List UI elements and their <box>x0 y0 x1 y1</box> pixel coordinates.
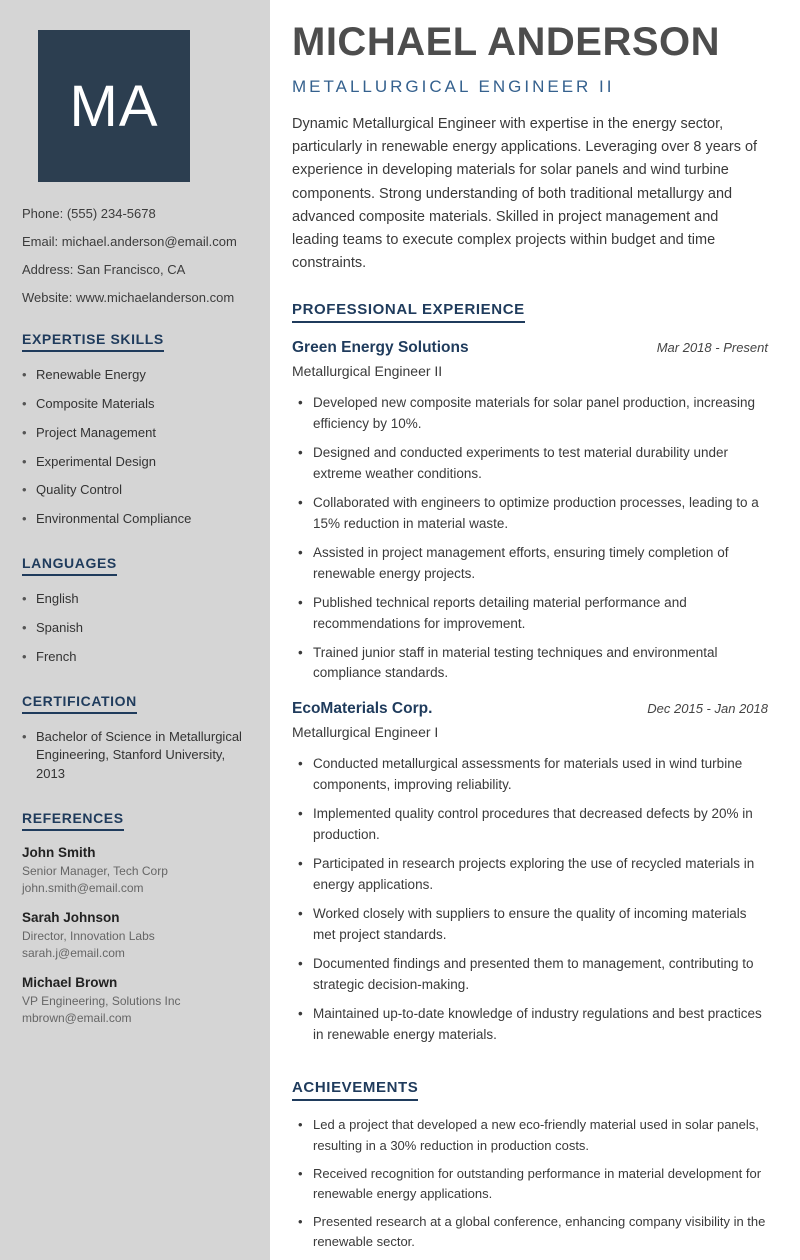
reference-entry <box>22 845 250 895</box>
job-bullet: • Documented findings and presented them to management, contributing to strategic decision-making. <box>298 954 768 996</box>
job-bullet-list <box>292 754 768 1045</box>
candidate-job-title: METALLURGICAL ENGINEER II <box>292 77 615 96</box>
achievements-section <box>292 1053 768 1252</box>
achievement-bullet: • Presented research at a global conference, enhancing company visibility in the renewable sector. <box>298 1212 768 1252</box>
job-header <box>292 700 768 718</box>
skill-item: • Quality Control <box>22 481 250 500</box>
company-name: EcoMaterials Corp. <box>292 700 433 718</box>
reference-name: Michael Brown <box>22 975 118 991</box>
references-list <box>22 845 250 1025</box>
job-bullet: • Developed new composite materials for solar panel production, increasing efficiency by 10%. <box>298 393 768 435</box>
job-dates: Mar 2018 - Present <box>656 340 768 356</box>
reference-email: john.smith@email.com <box>22 881 144 896</box>
job-entry-2 <box>292 700 768 1045</box>
sidebar <box>0 0 270 1260</box>
languages-list <box>22 590 250 667</box>
job-header <box>292 339 768 357</box>
reference-title: Senior Manager, Tech Corp <box>22 864 168 879</box>
job-dates: Dec 2015 - Jan 2018 <box>647 701 768 717</box>
reference-email: sarah.j@email.com <box>22 946 125 961</box>
job-bullet: • Worked closely with suppliers to ensure the quality of incoming materials met project standards. <box>298 904 768 946</box>
skill-item: • Environmental Compliance <box>22 510 250 529</box>
job-role: Metallurgical Engineer II <box>292 363 443 380</box>
job-role: Metallurgical Engineer I <box>292 724 439 741</box>
job-bullet: • Trained junior staff in material testing techniques and environmental compliance standards. <box>298 643 768 685</box>
sidebar-section-languages <box>22 555 250 667</box>
skill-item: • Composite Materials <box>22 395 250 414</box>
reference-name: John Smith <box>22 845 96 861</box>
languages-heading: LANGUAGES <box>22 555 117 576</box>
contact-phone: Phone: (555) 234-5678 <box>22 206 156 221</box>
sidebar-section-skills <box>22 331 250 529</box>
job-bullet: • Conducted metallurgical assessments for materials used in wind turbine components, improving reliability. <box>298 754 768 796</box>
candidate-name: MICHAEL ANDERSON <box>292 20 721 64</box>
achievements-heading: ACHIEVEMENTS <box>292 1079 418 1101</box>
job-bullet: • Participated in research projects exploring the use of recycled materials in energy applications. <box>298 854 768 896</box>
contact-address: Address: San Francisco, CA <box>22 262 186 277</box>
main-content <box>270 0 800 1260</box>
reference-email: mbrown@email.com <box>22 1011 132 1026</box>
contact-info <box>22 206 250 305</box>
avatar <box>38 30 190 182</box>
reference-name: Sarah Johnson <box>22 910 120 926</box>
job-bullet: • Published technical reports detailing material performance and recommendations for improvement. <box>298 593 768 635</box>
job-bullet: • Maintained up-to-date knowledge of industry regulations and best practices in renewable energy materials. <box>298 1004 768 1046</box>
job-bullet: • Designed and conducted experiments to test material durability under extreme weather conditions. <box>298 443 768 485</box>
experience-section <box>292 275 768 1045</box>
language-item: • English <box>22 590 250 609</box>
achievements-list <box>292 1115 768 1252</box>
sidebar-section-certification <box>22 693 250 785</box>
contact-email: Email: michael.anderson@email.com <box>22 234 237 249</box>
references-heading: REFERENCES <box>22 810 124 831</box>
reference-entry <box>22 910 250 960</box>
language-item: • French <box>22 648 250 667</box>
certification-item: • Bachelor of Science in Metallurgical Engineering, Stanford University, 2013 <box>22 728 250 785</box>
experience-heading: PROFESSIONAL EXPERIENCE <box>292 301 525 323</box>
reference-title: VP Engineering, Solutions Inc <box>22 994 181 1009</box>
reference-title: Director, Innovation Labs <box>22 929 155 944</box>
achievement-bullet: • Led a project that developed a new eco-friendly material used in solar panels, resulting in a 30% reduction in production costs. <box>298 1115 768 1155</box>
reference-entry <box>22 975 250 1025</box>
job-bullet: • Collaborated with engineers to optimize production processes, leading to a 15% reduction in material waste. <box>298 493 768 535</box>
skill-item: • Renewable Energy <box>22 366 250 385</box>
avatar-initials: MA <box>69 73 159 139</box>
job-bullet: • Assisted in project management efforts, ensuring timely completion of renewable energy projects. <box>298 543 768 585</box>
job-bullet-list <box>292 393 768 684</box>
skill-item: • Experimental Design <box>22 453 250 472</box>
skills-heading: EXPERTISE SKILLS <box>22 331 164 352</box>
certification-list <box>22 728 250 785</box>
achievement-bullet: • Received recognition for outstanding performance in material development for renewable energy applications. <box>298 1164 768 1204</box>
certification-heading: CERTIFICATION <box>22 693 137 714</box>
sidebar-section-references <box>22 810 250 1025</box>
skill-item: • Project Management <box>22 424 250 443</box>
contact-website: Website: www.michaelanderson.com <box>22 290 235 305</box>
language-item: • Spanish <box>22 619 250 638</box>
company-name: Green Energy Solutions <box>292 339 469 357</box>
skills-list <box>22 366 250 529</box>
job-entry-1 <box>292 339 768 684</box>
job-bullet: • Implemented quality control procedures that decreased defects by 20% in production. <box>298 804 768 846</box>
summary-text: Dynamic Metallurgical Engineer with expertise in the energy sector, particularly in renewable energy applications. Leveraging over 8 years of experience in developing materials for solar panels and wind turbine components. Strong understanding of both traditional metallurgy and advanced composite materials. Skilled in project management and leading teams to execute complex projects within budget and time constraints. <box>292 116 758 272</box>
